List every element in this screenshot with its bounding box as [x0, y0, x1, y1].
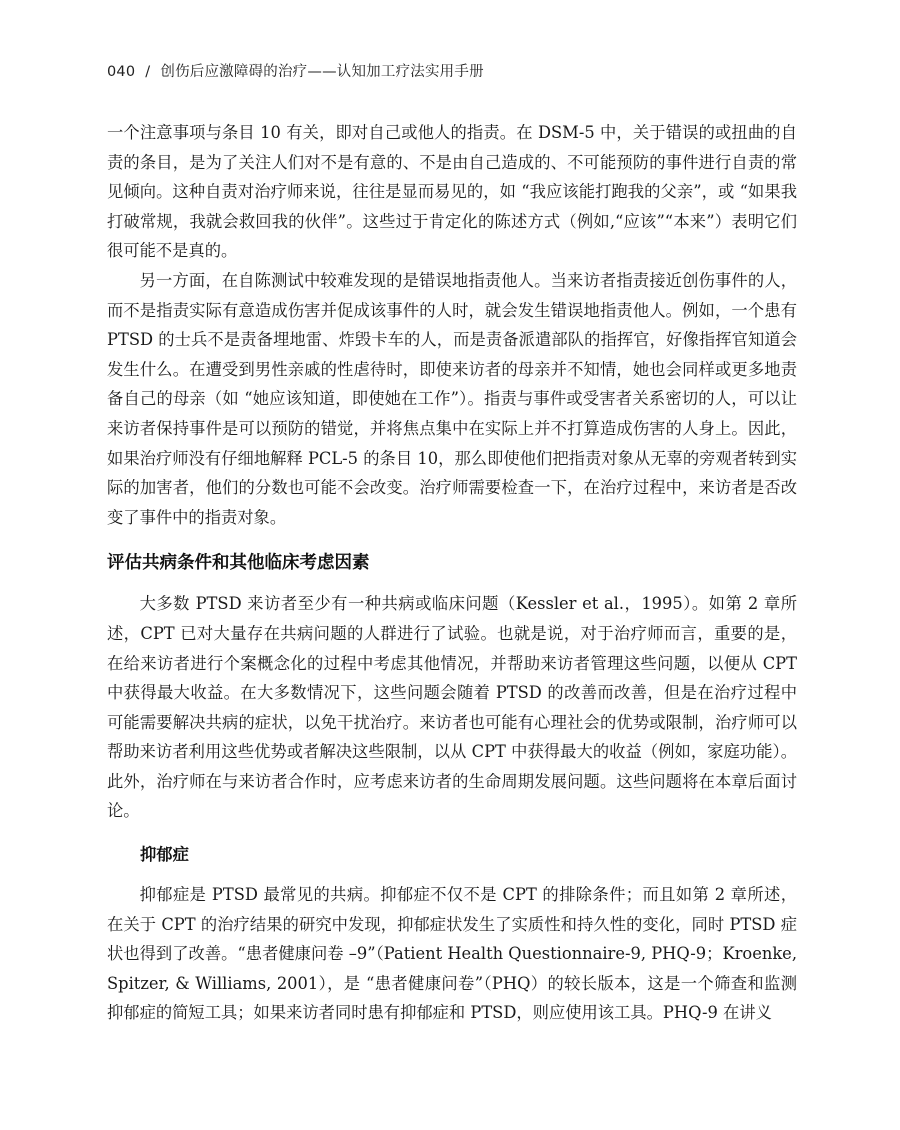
- book-title: 创伤后应激障碍的治疗——认知加工疗法实用手册: [160, 64, 484, 80]
- paragraph-comorbidity: 大多数 PTSD 来访者至少有一种共病或临床问题（Kessler et al.，1995）。如第 2 章所述，CPT 已对大量存在共病问题的人群进行了试验。也就是说，对于治疗师而言，重要的是，在给来访者进行个案概念化的过程中考虑其他情况，并帮助来访者管理这些问题，以便从 CPT 中获得最大收益。在大多数情况下，这些问题会随着 PTSD 的改善而改善，但是在治疗过程中可能需要解决共病的症状，以免干扰治疗。来访者也可能有心理社会的优势或限制，治疗师可以帮助来访者利用这些优势或者解决这些限制，以从 CPT 中获得最大的收益（例如，家庭功能）。此外，治疗师在与来访者合作时，应考虑来访者的生命周期发展问题。这些问题将在本章后面讨论。: [107, 594, 797, 821]
- paragraph-depression: 抑郁症是 PTSD 最常见的共病。抑郁症不仅不是 CPT 的排除条件；而且如第 2 章所述，在关于 CPT 的治疗结果的研究中发现，抑郁症状发生了实质性和持久性的变化，同时 PTSD 症状也得到了改善。“患者健康问卷 –9”（Patient Health Questionnaire-9, PHQ-9；Kroenke, Spitzer, & Williams, 2001），是 “患者健康问卷”（PHQ）的较长版本，这是一个筛查和监测抑郁症的简短工具；如果来访者同时患有抑郁症和 PTSD，则应使用该工具。PHQ-9 在讲义: [107, 885, 797, 1023]
- page-body: [107, 118, 797, 1028]
- section-heading: 评估共病条件和其他临床考虑因素: [107, 553, 370, 574]
- running-head: [107, 60, 484, 81]
- subsection-heading: 抑郁症: [140, 845, 189, 865]
- running-head-separator: /: [145, 64, 151, 80]
- page-number: 040: [107, 64, 136, 80]
- paragraph-continued: 一个注意事项与条目 10 有关，即对自己或他人的指责。在 DSM-5 中，关于错误的或扭曲的自责的条目，是为了关注人们对不是有意的、不是由自己造成的、不可能预防的事件进行自责的常见倾向。这种自责对治疗师来说，往往是显而易见的，如 “我应该能打跑我的父亲”，或 “如果我打破常规，我就会救回我的伙伴”。这些过于肯定化的陈述方式（例如,“应该”“本来”）表明它们很可能不是真的。: [107, 123, 797, 261]
- paragraph-blaming-others: 另一方面，在自陈测试中较难发现的是错误地指责他人。当来访者指责接近创伤事件的人，而不是指责实际有意造成伤害并促成该事件的人时，就会发生错误地指责他人。例如，一个患有 PTSD 的士兵不是责备埋地雷、炸毁卡车的人，而是责备派遣部队的指挥官，好像指挥官知道会发生什么。在遭受到男性亲戚的性虐待时，即使来访者的母亲并不知情，她也会同样或更多地责备自己的母亲（如 “她应该知道，即使她在工作”）。指责与事件或受害者关系密切的人，可以让来访者保持事件是可以预防的错觉，并将焦点集中在实际上并不打算造成伤害的人身上。因此，如果治疗师没有仔细地解释 PCL-5 的条目 10，那么即使他们把指责对象从无辜的旁观者转到实际的加害者，他们的分数也可能不会改变。治疗师需要检查一下，在治疗过程中，来访者是否改变了事件中的指责对象。: [107, 270, 797, 527]
